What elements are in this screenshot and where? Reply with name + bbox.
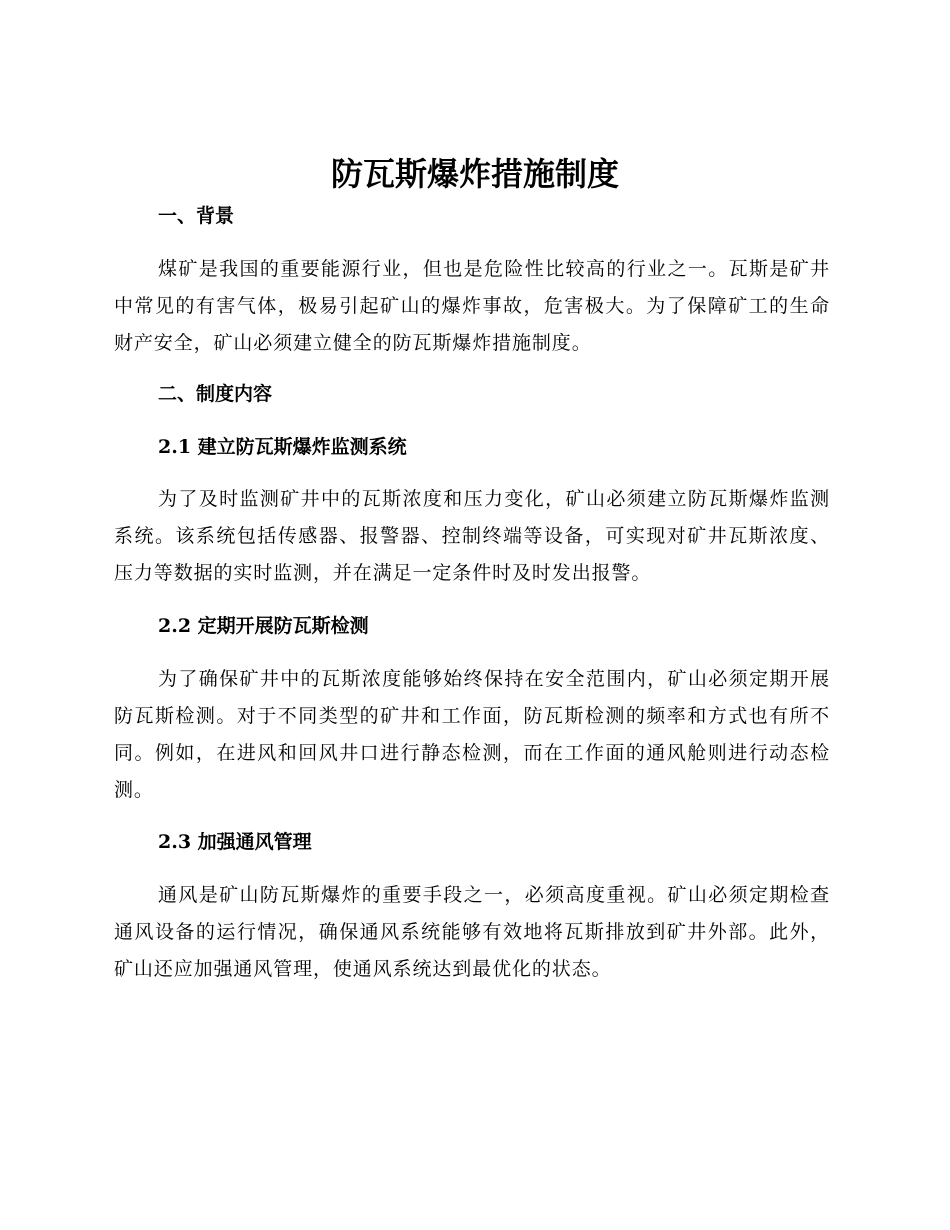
section-paragraph-2-3: 通风是矿山防瓦斯爆炸的重要手段之一，必须高度重视。矿山必须定期检查通风设备的运行情况，确保通风系统能够有效地将瓦斯排放到矿井外部。此外，矿山还应加强通风管理，使通风系统达到最优化的状态。 [114, 884, 830, 980]
page-title: 防瓦斯爆炸措施制度 [330, 155, 619, 193]
section-heading-background: 一、背景 [158, 205, 235, 227]
section-paragraph-background: 煤矿是我国的重要能源行业，但也是危险性比较高的行业之一。瓦斯是矿井中常见的有害气体，极易引起矿山的爆炸事故，危害极大。为了保障矿工的生命财产安全，矿山必须建立健全的防瓦斯爆炸措施制度。 [114, 258, 830, 354]
section-paragraph-2-2: 为了确保矿井中的瓦斯浓度能够始终保持在安全范围内，矿山必须定期开展防瓦斯检测。对于不同类型的矿井和工作面，防瓦斯检测的频率和方式也有所不同。例如，在进风和回风井口进行静态检测，而在工作面的通风舱则进行动态检测。 [114, 668, 830, 801]
section-paragraph-2-1: 为了及时监测矿井中的瓦斯浓度和压力变化，矿山必须建立防瓦斯爆炸监测系统。该系统包括传感器、报警器、控制终端等设备，可实现对矿井瓦斯浓度、压力等数据的实时监测，并在满足一定条件时及时发出报警。 [114, 488, 830, 584]
section-heading-2-3: 2.3 加强通风管理 [158, 831, 312, 853]
section-heading-2-2: 2.2 定期开展防瓦斯检测 [158, 615, 369, 637]
section-heading-content: 二、制度内容 [158, 383, 273, 405]
section-heading-2-1: 2.1 建立防瓦斯爆炸监测系统 [158, 436, 407, 458]
